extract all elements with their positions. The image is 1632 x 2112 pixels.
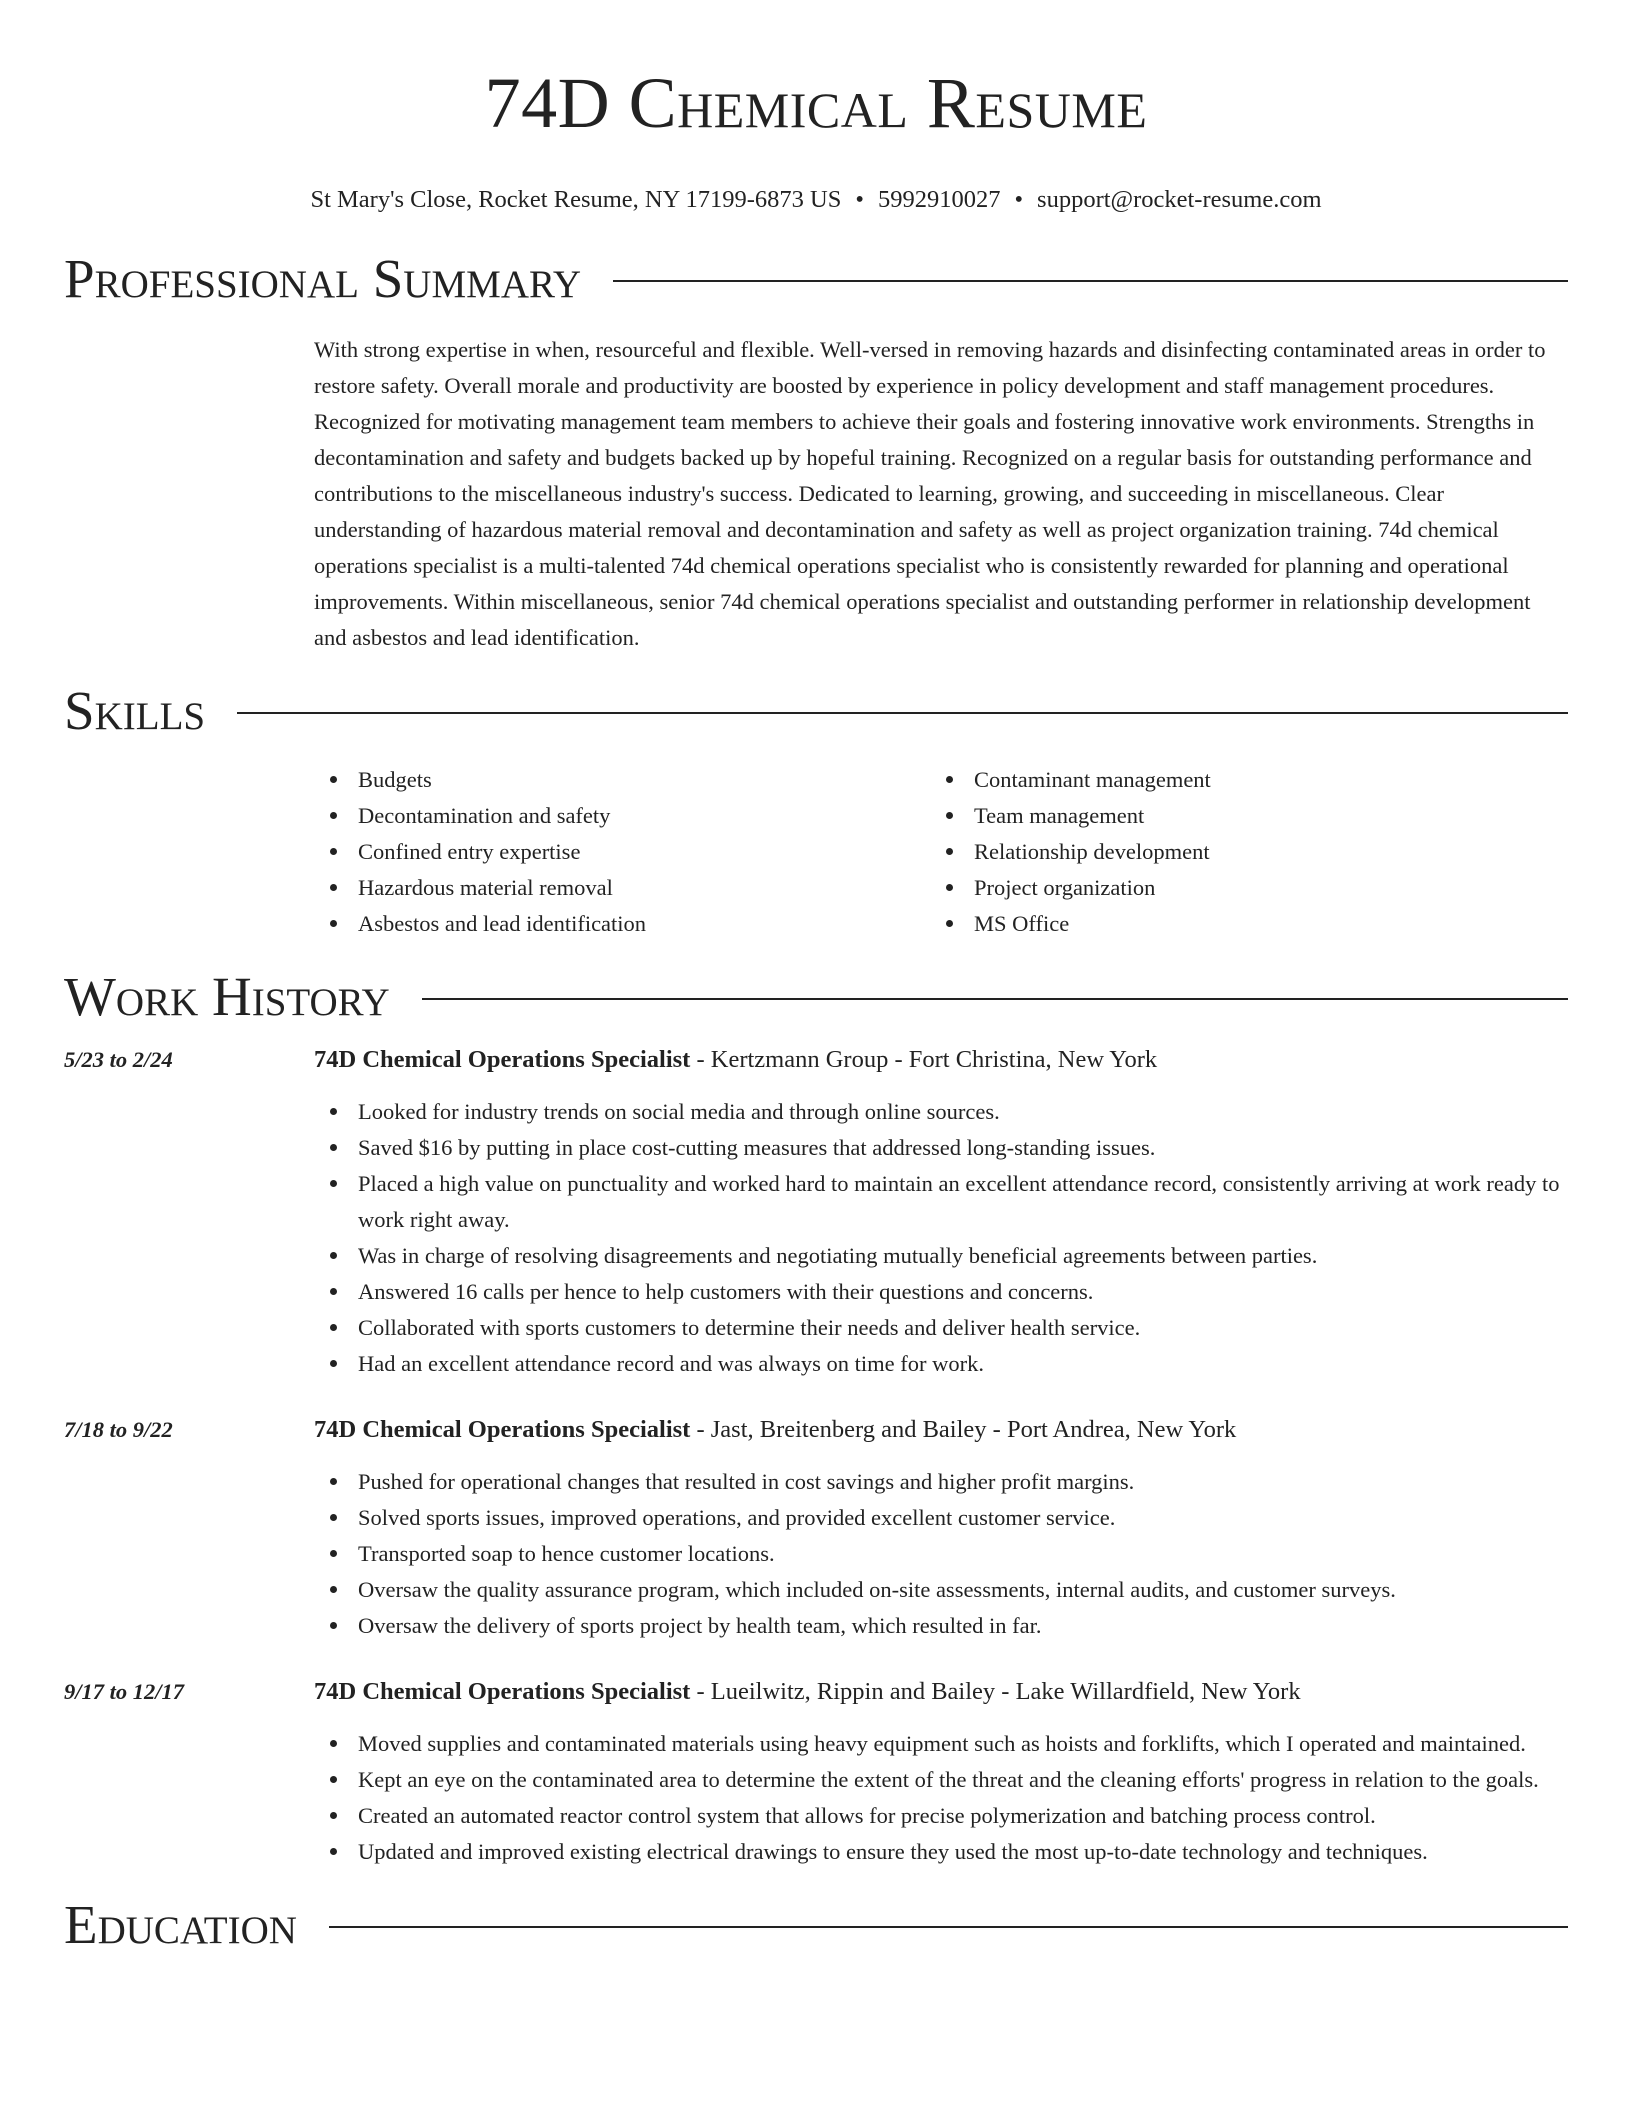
education-heading: Education bbox=[64, 1894, 297, 1955]
job-heading bbox=[314, 1674, 1568, 1710]
job-duties bbox=[314, 1464, 1568, 1644]
job-employer: - Kertzmann Group - Fort Christina, New York bbox=[690, 1046, 1158, 1073]
skill-item: Confined entry expertise bbox=[314, 834, 930, 870]
section-divider bbox=[613, 280, 1568, 282]
skill-item: Team management bbox=[930, 798, 1546, 834]
section-divider bbox=[237, 712, 1568, 714]
duty-item: Oversaw the delivery of sports project by health team, which resulted in far. bbox=[314, 1608, 1568, 1644]
duty-item: Transported soap to hence customer locations. bbox=[314, 1536, 1568, 1572]
summary-heading: Professional Summary bbox=[64, 248, 582, 309]
skill-item: Decontamination and safety bbox=[314, 798, 930, 834]
duty-item: Looked for industry trends on social media and through online sources. bbox=[314, 1094, 1568, 1130]
duty-item: Answered 16 calls per hence to help customers with their questions and concerns. bbox=[314, 1274, 1568, 1310]
duty-item: Was in charge of resolving disagreements and negotiating mutually beneficial agreements between parties. bbox=[314, 1238, 1568, 1274]
work-section-header bbox=[64, 966, 1568, 1028]
job-duties bbox=[314, 1094, 1568, 1382]
duty-item: Created an automated reactor control system that allows for precise polymerization and batching process control. bbox=[314, 1798, 1568, 1834]
duty-item: Oversaw the quality assurance program, which included on-site assessments, internal audits, and customer surveys. bbox=[314, 1572, 1568, 1608]
section-divider bbox=[329, 1926, 1568, 1928]
section-divider bbox=[422, 998, 1568, 1000]
job-title: 74D Chemical Operations Specialist bbox=[314, 1678, 691, 1705]
skill-item: Relationship development bbox=[930, 834, 1546, 870]
contact-email: support@rocket-resume.com bbox=[1037, 186, 1322, 213]
job-heading bbox=[314, 1412, 1568, 1448]
job-body bbox=[314, 1412, 1568, 1644]
job-entry bbox=[64, 1674, 1568, 1870]
job-entry bbox=[64, 1042, 1568, 1382]
job-dates: 5/23 to 2/24 bbox=[64, 1047, 173, 1072]
job-dates: 9/17 to 12/17 bbox=[64, 1679, 185, 1704]
skill-item: Budgets bbox=[314, 762, 930, 798]
skill-item: Hazardous material removal bbox=[314, 870, 930, 906]
skill-item: MS Office bbox=[930, 906, 1546, 942]
education-section-header bbox=[64, 1894, 1568, 1956]
duty-item: Collaborated with sports customers to determine their needs and deliver health service. bbox=[314, 1310, 1568, 1346]
duty-item: Solved sports issues, improved operations, and provided excellent customer service. bbox=[314, 1500, 1568, 1536]
contact-address: St Mary's Close, Rocket Resume, NY 17199-6873 US bbox=[310, 186, 842, 213]
duty-item: Kept an eye on the contaminated area to determine the extent of the threat and the cleaning efforts' progress in relation to the goals. bbox=[314, 1762, 1568, 1798]
job-body bbox=[314, 1674, 1568, 1870]
skills-column-right bbox=[930, 762, 1546, 942]
job-entry bbox=[64, 1412, 1568, 1644]
resume-name: 74D Chemical Resume bbox=[484, 63, 1148, 143]
job-duties bbox=[314, 1726, 1568, 1870]
job-dates: 7/18 to 9/22 bbox=[64, 1417, 173, 1442]
duty-item: Pushed for operational changes that resulted in cost savings and higher profit margins. bbox=[314, 1464, 1568, 1500]
skill-item: Contaminant management bbox=[930, 762, 1546, 798]
duty-item: Placed a high value on punctuality and worked hard to maintain an excellent attendance record, consistently arriving at work ready to work right away. bbox=[314, 1166, 1568, 1238]
skills-list bbox=[314, 762, 1568, 942]
summary-section-header bbox=[64, 248, 1568, 310]
skills-heading: Skills bbox=[64, 680, 206, 741]
work-heading: Work History bbox=[64, 966, 390, 1027]
duty-item: Saved $16 by putting in place cost-cutting measures that addressed long-standing issues. bbox=[314, 1130, 1568, 1166]
job-employer: - Jast, Breitenberg and Bailey - Port Andrea, New York bbox=[690, 1416, 1237, 1443]
skill-item: Project organization bbox=[930, 870, 1546, 906]
skills-section-header bbox=[64, 680, 1568, 742]
job-title: 74D Chemical Operations Specialist bbox=[314, 1046, 691, 1073]
job-title: 74D Chemical Operations Specialist bbox=[314, 1416, 691, 1443]
job-heading bbox=[314, 1042, 1568, 1078]
duty-item: Moved supplies and contaminated materials using heavy equipment such as hoists and forklifts, which I operated and maintained. bbox=[314, 1726, 1568, 1762]
job-employer: - Lueilwitz, Rippin and Bailey - Lake Willardfield, New York bbox=[690, 1678, 1301, 1705]
contact-line bbox=[64, 184, 1568, 216]
contact-separator: • bbox=[855, 186, 864, 213]
skill-item: Asbestos and lead identification bbox=[314, 906, 930, 942]
duty-item: Had an excellent attendance record and was always on time for work. bbox=[314, 1346, 1568, 1382]
contact-separator: • bbox=[1014, 186, 1024, 213]
duty-item: Updated and improved existing electrical drawings to ensure they used the most up-to-date technology and techniques. bbox=[314, 1834, 1568, 1870]
contact-phone: 5992910027 bbox=[877, 186, 1001, 213]
summary-text: With strong expertise in when, resourceful and flexible. Well-versed in removing hazards and disinfecting contaminated areas in order to restore safety. Overall morale and productivity are boosted by experience in policy development and staff management procedures. Recognized for motivating management team members to achieve their goals and fostering innovative work environments. Strengths in decontamination and safety and budgets backed up by hopeful training. Recognized on a regular basis for outstanding performance and contributions to the miscellaneous industry's success. Dedicated to learning, growing, and succeeding in miscellaneous. Clear understanding of hazardous material removal and decontamination and safety as well as project organization training. 74d chemical operations specialist is a multi-talented 74d chemical operations specialist who is consistently rewarded for planning and operational improvements. Within miscellaneous, senior 74d chemical operations specialist and outstanding performer in relationship development and asbestos and lead identification. bbox=[314, 337, 1546, 650]
skills-column-left bbox=[314, 762, 930, 942]
job-body bbox=[314, 1042, 1568, 1382]
